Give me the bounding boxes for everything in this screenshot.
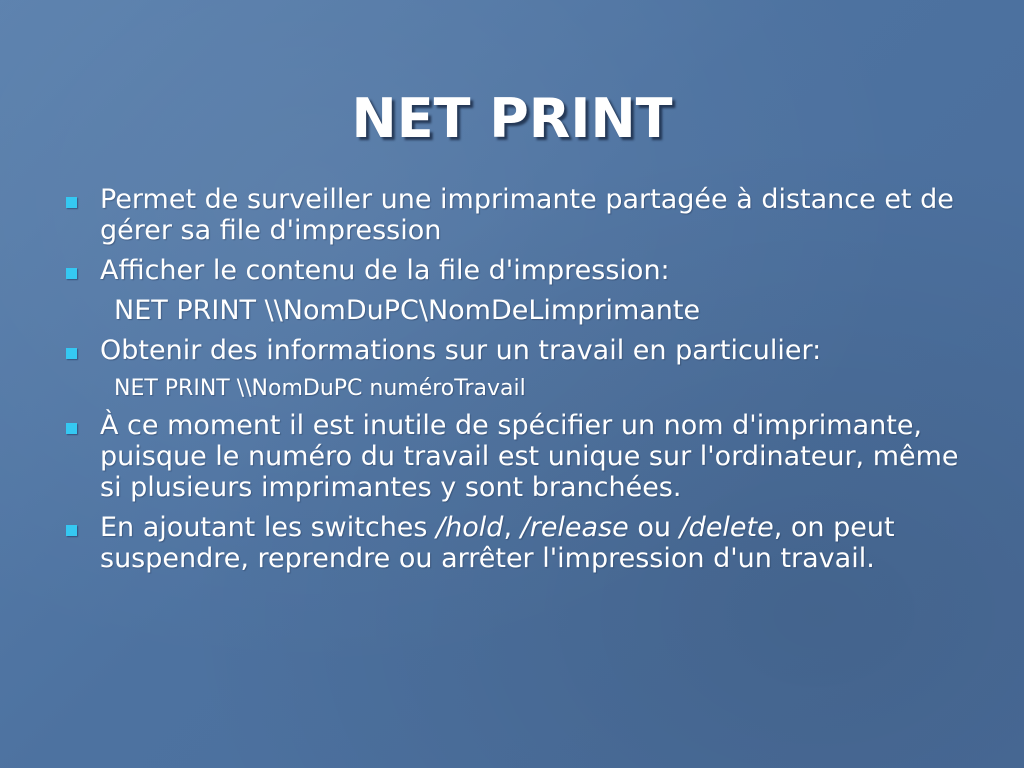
switch-delete: /delete <box>679 512 774 543</box>
separator-ou: ou <box>628 512 680 543</box>
bullet-item-show-queue <box>58 255 968 286</box>
bullet-text: Permet de surveiller une imprimante partagée à distance et de gérer sa file d'impression <box>100 184 954 246</box>
square-bullet-icon <box>66 348 77 359</box>
command-example-job: NET PRINT \\NomDuPC numéroTravail <box>114 376 526 401</box>
separator-comma: , <box>503 512 521 543</box>
switch-release: /release <box>520 512 629 543</box>
square-bullet-icon <box>66 525 77 536</box>
bullet-text-suffix: , on peut suspendre, reprendre ou arrêter l'impression d'un travail. <box>100 512 895 574</box>
bullet-item-unique-job <box>58 410 968 503</box>
square-bullet-icon <box>66 268 77 279</box>
bullet-item-job-info <box>58 335 968 366</box>
bullet-text-prefix: En ajoutant les switches <box>100 512 437 543</box>
bullet-item-switches <box>58 512 968 574</box>
slide-title: NET PRINT <box>351 87 673 150</box>
square-bullet-icon <box>66 197 77 208</box>
bullet-text: À ce moment il est inutile de spécifier un nom d'imprimante, puisque le numéro du travail est unique sur l'ordinateur, même si plusieurs imprimantes y sont branchées. <box>100 410 959 503</box>
bullet-list <box>58 184 968 583</box>
switch-hold: /hold <box>436 512 504 543</box>
bullet-item-monitor <box>58 184 968 246</box>
command-example-queue: NET PRINT \\NomDuPC\NomDeLimprimante <box>114 295 701 326</box>
bullet-text: Obtenir des informations sur un travail en particulier: <box>100 335 822 366</box>
bullet-text: Afficher le contenu de la file d'impression: <box>100 255 670 286</box>
square-bullet-icon <box>66 423 77 434</box>
